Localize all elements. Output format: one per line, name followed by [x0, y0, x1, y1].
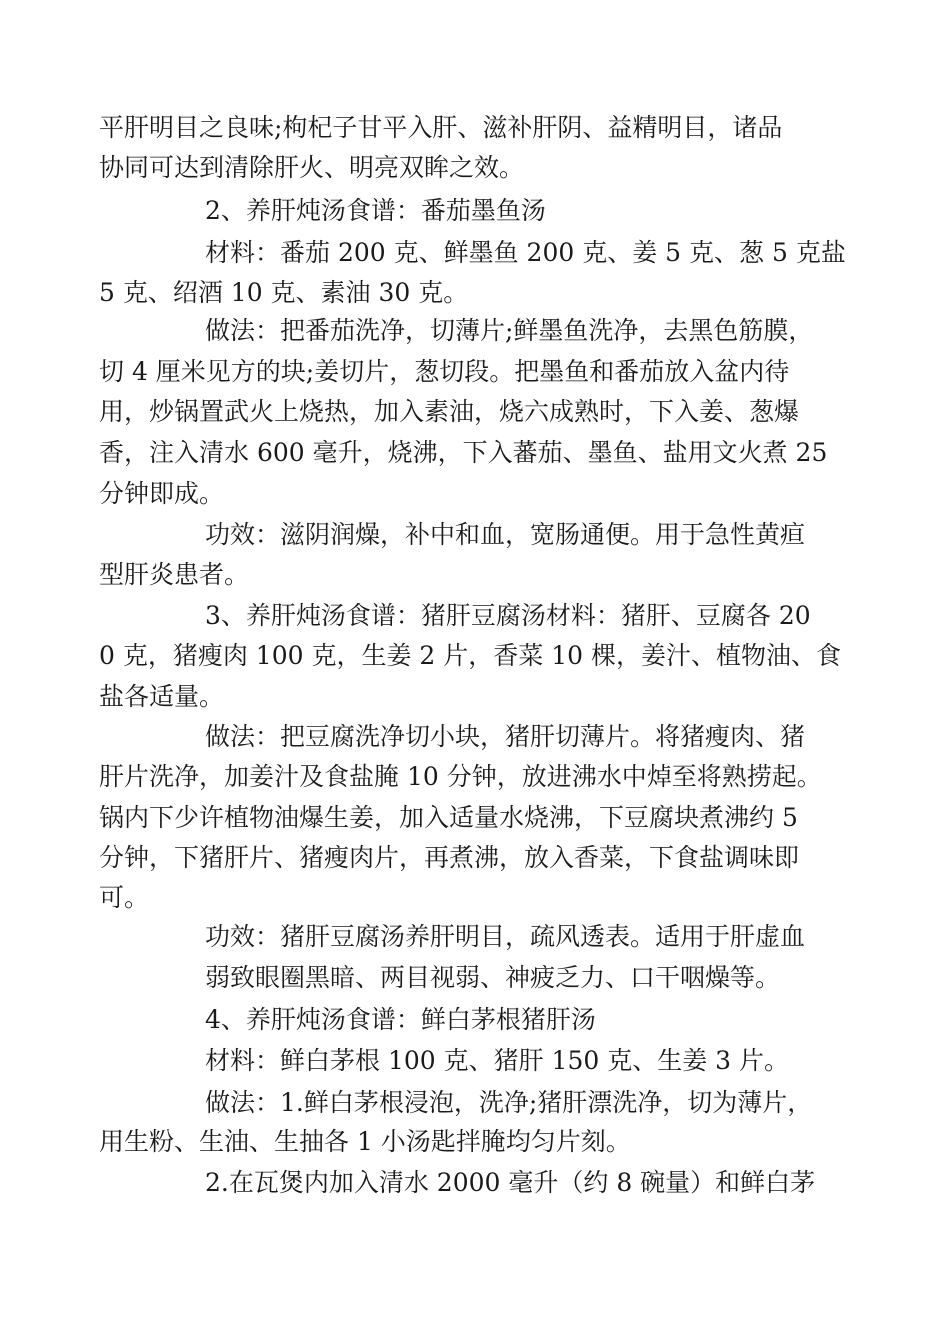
- text-line: 可。: [99, 883, 150, 912]
- section-heading: 2、养肝炖汤食谱：番茄墨鱼汤: [205, 196, 546, 225]
- text-line: 用，炒锅置武火上烧热，加入素油，烧六成熟时，下入姜、葱爆: [99, 397, 800, 426]
- text-line: 切 4 厘米见方的块;姜切片，葱切段。把墨鱼和番茄放入盆内待: [99, 357, 790, 386]
- text-line: 做法：把豆腐洗净切小块，猪肝切薄片。将猪瘦肉、猪: [205, 722, 806, 751]
- text-line: 用生粉、生油、生抽各 1 小汤匙拌腌均匀片刻。: [99, 1127, 631, 1156]
- text-line: 做法：1.鲜白茅根浸泡，洗净;猪肝漂洗净，切为薄片，: [205, 1088, 813, 1117]
- text-line: 盐各适量。: [99, 682, 225, 711]
- text-line: 2.在瓦煲内加入清水 2000 毫升（约 8 碗量）和鲜白茅: [205, 1168, 816, 1197]
- text-line: 肝片洗净，加姜汁及食盐腌 10 分钟，放进沸水中焯至将熟捞起。: [99, 762, 822, 791]
- text-line: 分钟，下猪肝片、猪瘦肉片，再煮沸，放入香菜，下食盐调味即: [99, 843, 800, 872]
- text-line: 做法：把番茄洗净，切薄片;鲜墨鱼洗净，去黑色筋膜，: [205, 316, 814, 345]
- text-line: 分钟即成。: [99, 479, 225, 508]
- text-line: 材料：鲜白茅根 100 克、猪肝 150 克、生姜 3 片。: [205, 1046, 790, 1075]
- text-line: 锅内下少许植物油爆生姜，加入适量水烧沸，下豆腐块煮沸约 5: [99, 803, 798, 832]
- text-line: 协同可达到清除肝火、明亮双眸之效。: [99, 153, 525, 182]
- text-line: 5 克、绍酒 10 克、素油 30 克。: [99, 278, 469, 307]
- text-line: 功效：猪肝豆腐汤养肝明目，疏风透表。适用于肝虚血: [205, 922, 806, 951]
- text-line: 弱致眼圈黑暗、两目视弱、神疲乏力、口干咽燥等。: [205, 963, 781, 992]
- text-line: 功效：滋阴润燥，补中和血，宽肠通便。用于急性黄疸: [205, 520, 806, 549]
- text-line: 平肝明目之良味;枸杞子甘平入肝、滋补肝阴、益精明目，诸品: [99, 113, 783, 142]
- text-line: 香，注入清水 600 毫升，烧沸，下入蕃茄、墨鱼、盐用文火煮 25: [99, 438, 828, 467]
- section-heading: 4、养肝炖汤食谱：鲜白茅根猪肝汤: [205, 1005, 596, 1034]
- text-line: 型肝炎患者。: [99, 560, 250, 589]
- text-line: 0 克，猪瘦肉 100 克，生姜 2 片，香菜 10 棵，姜汁、植物油、食: [99, 641, 841, 670]
- section-heading: 3、养肝炖汤食谱：猪肝豆腐汤材料：猪肝、豆腐各 20: [205, 601, 811, 630]
- text-line: 材料：番茄 200 克、鲜墨鱼 200 克、姜 5 克、葱 5 克盐: [205, 238, 846, 267]
